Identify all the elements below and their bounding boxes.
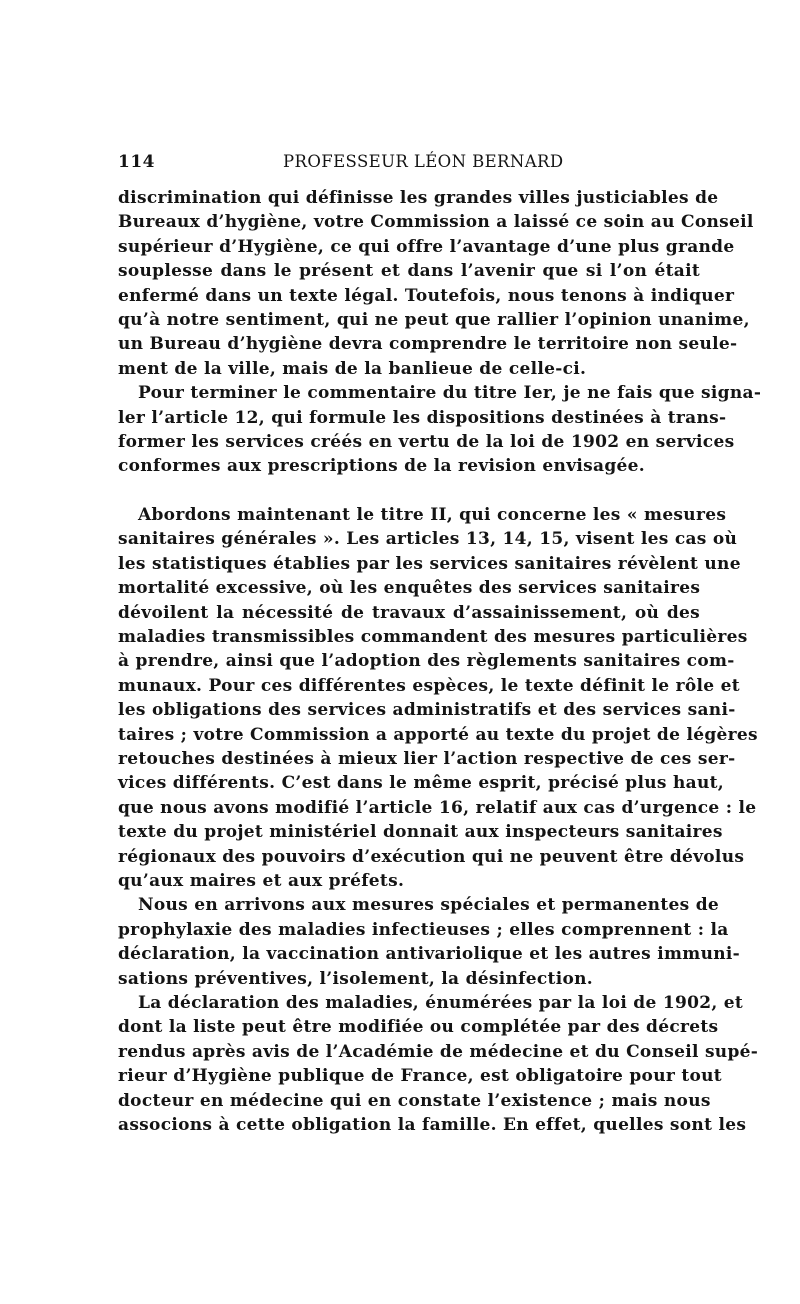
- text-line: dévoilent la nécessité de travaux d’assainissement, où des: [118, 602, 700, 623]
- text-line: supérieur d’Hygiène, ce qui offre l’avantage d’une plus grande: [118, 236, 735, 257]
- text-line: Pour terminer le commentaire du titre Ier, je ne fais que signa-: [138, 383, 762, 404]
- text-line: retouches destinées à mieux lier l’action respective de ces ser-: [118, 748, 736, 769]
- text-line: associons à cette obligation la famille. En effet, quelles sont les: [118, 1115, 747, 1136]
- text-line: les obligations des services administratifs et des services sani-: [118, 700, 736, 721]
- text-line: déclaration, la vaccination antivariolique et les autres immuni-: [118, 944, 741, 965]
- text-line: souplesse dans le présent et dans l’avenir que si l’on était: [118, 261, 700, 282]
- paragraph-titre-premier: [118, 381, 762, 479]
- text-line: Abordons maintenant le titre II, qui concerne les « mesures: [138, 504, 727, 525]
- text-line: qu’à notre sentiment, qui ne peut que rallier l’opinion unanime,: [118, 310, 750, 331]
- paragraph-declaration: [118, 991, 759, 1137]
- text-line: régionaux des pouvoirs d’exécution qui ne peuvent être dévolus: [118, 846, 745, 867]
- text-line: munaux. Pour ces différentes espèces, le texte définit le rôle et: [118, 675, 740, 696]
- text-line: un Bureau d’hygiène devra comprendre le territoire non seule-: [118, 334, 738, 355]
- text-line: ment de la ville, mais de la banlieue de celle-ci.: [118, 358, 587, 379]
- text-line: docteur en médecine qui en constate l’existence ; mais nous: [118, 1090, 711, 1111]
- text-line: Bureaux d’hygiène, votre Commission a laissé ce soin au Conseil: [118, 212, 754, 233]
- body-text: [118, 186, 762, 1137]
- running-head: PROFESSEUR LÉON BERNARD: [283, 152, 564, 171]
- text-line: former les services créés en vertu de la loi de 1902 en services: [118, 432, 735, 453]
- text-line: prophylaxie des maladies infectieuses ; elles comprennent : la: [118, 919, 729, 940]
- text-line: dont la liste peut être modifiée ou complétée par des décrets: [118, 1017, 719, 1038]
- text-line: enfermé dans un texte légal. Toutefois, nous tenons à indiquer: [118, 285, 735, 306]
- text-line: que nous avons modifié l’article 16, relatif aux cas d’urgence : le: [118, 797, 757, 818]
- text-line: texte du projet ministériel donnait aux inspecteurs sanitaires: [118, 822, 723, 843]
- text-line: sations préventives, l’isolement, la désinfection.: [118, 968, 593, 989]
- page-header: [118, 150, 700, 174]
- text-line: Nous en arrivons aux mesures spéciales et permanentes de: [138, 895, 720, 916]
- text-line: maladies transmissibles commandent des mesures particulières: [118, 626, 748, 647]
- text-line: rendus après avis de l’Académie de médecine et du Conseil supé-: [118, 1041, 759, 1062]
- text-line: qu’aux maires et aux préfets.: [118, 870, 405, 891]
- paragraph-continued: [118, 186, 754, 381]
- page-number: 114: [118, 152, 155, 172]
- text-line: rieur d’Hygiène publique de France, est obligatoire pour tout: [118, 1066, 722, 1087]
- text-line: vices différents. C’est dans le même esprit, précisé plus haut,: [118, 773, 724, 794]
- paragraph-titre-deux: [118, 503, 758, 894]
- text-line: La déclaration des maladies, énumérées par la loi de 1902, et: [138, 993, 744, 1013]
- text-line: mortalité excessive, où les enquêtes des services sanitaires: [118, 578, 701, 599]
- text-line: les statistiques établies par les services sanitaires révèlent une: [118, 553, 741, 574]
- text-line: discrimination qui définisse les grandes villes justiciables de: [118, 188, 719, 208]
- text-line: taires ; votre Commission a apporté au texte du projet de légères: [118, 724, 758, 745]
- text-line: sanitaires générales ». Les articles 13, 14, 15, visent les cas où: [118, 529, 738, 550]
- text-line: à prendre, ainsi que l’adoption des règlements sanitaires com-: [118, 651, 735, 672]
- text-line: conformes aux prescriptions de la revision envisagée.: [118, 456, 645, 477]
- paragraph-mesures-speciales: [118, 893, 741, 991]
- text-line: ler l’article 12, qui formule les dispositions destinées à trans-: [118, 407, 727, 428]
